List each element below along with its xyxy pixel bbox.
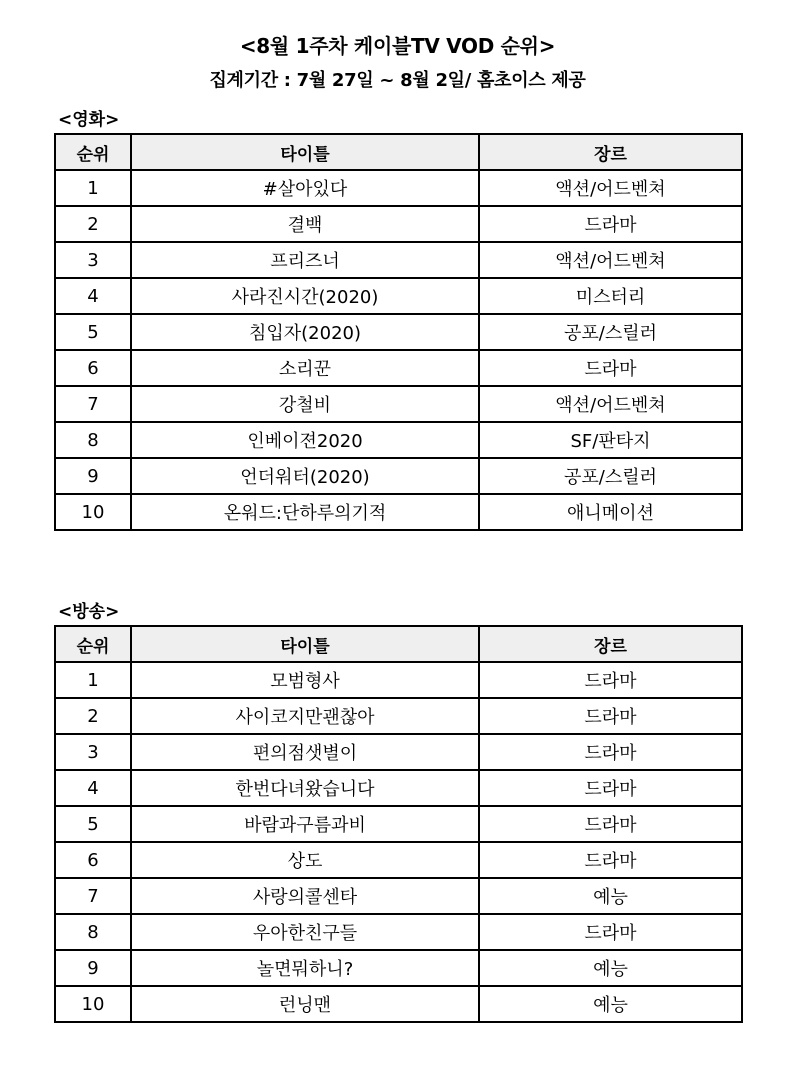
title-cell: 편의점샛별이 [131,734,479,770]
title-cell: 침입자(2020) [131,314,479,350]
genre-cell: SF/판타지 [479,422,742,458]
rank-cell: 10 [55,986,131,1022]
genre-cell: 드라마 [479,734,742,770]
column-header-title: 타이틀 [131,134,479,170]
title-cell: 우아한친구들 [131,914,479,950]
genre-cell: 액션/어드벤쳐 [479,242,742,278]
genre-cell: 예능 [479,986,742,1022]
genre-cell: 애니메이션 [479,494,742,530]
rank-cell: 5 [55,806,131,842]
genre-cell: 드라마 [479,842,742,878]
title-cell: 바람과구름과비 [131,806,479,842]
table-row [55,494,742,530]
table-row [55,458,742,494]
column-header-rank: 순위 [55,626,131,662]
rank-cell: 5 [55,314,131,350]
title-cell: 강철비 [131,386,479,422]
table-row [55,770,742,806]
movies-section-label: <영화> [58,110,120,130]
table-row [55,986,742,1022]
genre-cell: 드라마 [479,698,742,734]
table-row [55,734,742,770]
rank-cell: 2 [55,698,131,734]
title-cell: 프리즈너 [131,242,479,278]
rank-cell: 6 [55,842,131,878]
genre-cell: 공포/스릴러 [479,458,742,494]
genre-cell: 드라마 [479,662,742,698]
table-row [55,662,742,698]
table-row [55,422,742,458]
title-cell: 사이코지만괜찮아 [131,698,479,734]
table-row [55,386,742,422]
table-row [55,206,742,242]
table-row [55,878,742,914]
column-header-genre: 장르 [479,134,742,170]
rank-cell: 4 [55,278,131,314]
genre-cell: 드라마 [479,206,742,242]
table-row [55,350,742,386]
rank-cell: 8 [55,914,131,950]
rank-cell: 10 [55,494,131,530]
title-cell: 언더워터(2020) [131,458,479,494]
rank-cell: 3 [55,734,131,770]
table-header-row [55,626,742,662]
rank-cell: 2 [55,206,131,242]
title-cell: 상도 [131,842,479,878]
rank-cell: 1 [55,662,131,698]
table-row [55,242,742,278]
rank-cell: 9 [55,458,131,494]
rank-cell: 3 [55,242,131,278]
genre-cell: 드라마 [479,350,742,386]
table-row [55,170,742,206]
genre-cell: 드라마 [479,914,742,950]
column-header-rank: 순위 [55,134,131,170]
table-header-row [55,134,742,170]
page-subtitle: 집계기간 : 7월 27일 ~ 8월 2일/ 홈초이스 제공 [209,70,586,91]
title-cell: 런닝맨 [131,986,479,1022]
table-row [55,698,742,734]
table-row [55,914,742,950]
movies-table [54,133,743,531]
genre-cell: 드라마 [479,806,742,842]
rank-cell: 1 [55,170,131,206]
genre-cell: 드라마 [479,770,742,806]
title-cell: 소리꾼 [131,350,479,386]
title-cell: 결백 [131,206,479,242]
title-cell: 한번다녀왔습니다 [131,770,479,806]
genre-cell: 공포/스릴러 [479,314,742,350]
rank-cell: 6 [55,350,131,386]
column-header-title: 타이틀 [131,626,479,662]
rank-cell: 4 [55,770,131,806]
rank-cell: 7 [55,878,131,914]
table-row [55,278,742,314]
title-cell: 인베이젼2020 [131,422,479,458]
rank-cell: 9 [55,950,131,986]
rank-cell: 7 [55,386,131,422]
table-row [55,842,742,878]
genre-cell: 액션/어드벤쳐 [479,386,742,422]
broadcast-section-label: <방송> [58,602,120,622]
title-cell: 놀면뭐하니? [131,950,479,986]
title-cell: 모범형사 [131,662,479,698]
table-row [55,314,742,350]
page-title: <8월 1주차 케이블TV VOD 순위> [239,34,556,58]
genre-cell: 액션/어드벤쳐 [479,170,742,206]
genre-cell: 예능 [479,950,742,986]
rank-cell: 8 [55,422,131,458]
table-row [55,950,742,986]
genre-cell: 미스터리 [479,278,742,314]
title-cell: 사라진시간(2020) [131,278,479,314]
genre-cell: 예능 [479,878,742,914]
broadcast-table [54,625,743,1023]
title-cell: #살아있다 [131,170,479,206]
title-cell: 사랑의콜센타 [131,878,479,914]
table-row [55,806,742,842]
column-header-genre: 장르 [479,626,742,662]
title-cell: 온워드:단하루의기적 [131,494,479,530]
